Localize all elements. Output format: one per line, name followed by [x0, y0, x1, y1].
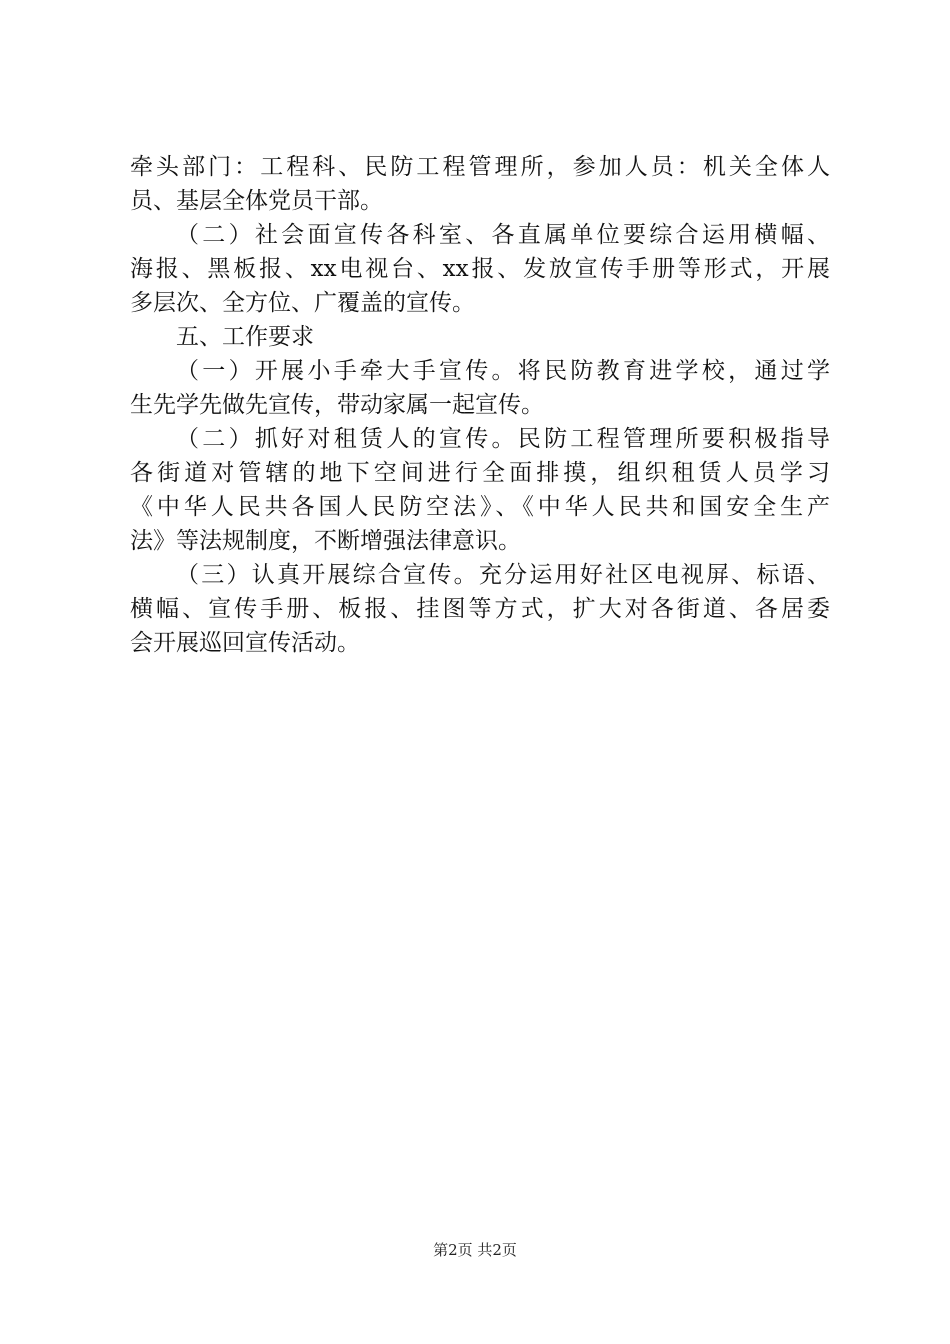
paragraph-line: 牵头部门：工程科、民防工程管理所，参加人员：机关全体人 — [130, 154, 830, 180]
paragraph-line: 会开展巡回宣传活动。 — [130, 630, 360, 656]
paragraph-line: 生先学先做先宣传，带动家属一起宣传。 — [130, 392, 544, 418]
paragraph-line: （二）社会面宣传各科室、各直属单位要综合运用横幅、 — [176, 222, 830, 248]
document-body — [130, 150, 830, 660]
paragraph-line: （一）开展小手牵大手宣传。将民防教育进学校，通过学 — [176, 358, 830, 384]
paragraph-line: 《中华人民共各国人民防空法》、《中华人民共和国安全生产 — [130, 494, 830, 520]
paragraph-line: 法》等法规制度，不断增强法律意识。 — [130, 528, 521, 554]
paragraph-line: 横幅、宣传手册、板报、挂图等方式，扩大对各街道、各居委 — [130, 596, 830, 622]
paragraph-line: 多层次、全方位、广覆盖的宣传。 — [130, 290, 475, 316]
paragraph-line: 各街道对管辖的地下空间进行全面排摸，组织租赁人员学习 — [130, 460, 830, 486]
paragraph-line: 员、基层全体党员干部。 — [130, 188, 383, 214]
paragraph-line: 海报、黑板报、xx电视台、xx报、发放宣传手册等形式，开展 — [130, 256, 830, 282]
section-heading: 五、工作要求 — [176, 324, 314, 350]
page-number-footer: 第2页 共2页 — [433, 1241, 517, 1259]
paragraph-line: （三）认真开展综合宣传。充分运用好社区电视屏、标语、 — [176, 562, 830, 588]
paragraph-line: （二）抓好对租赁人的宣传。民防工程管理所要积极指导 — [176, 426, 830, 452]
